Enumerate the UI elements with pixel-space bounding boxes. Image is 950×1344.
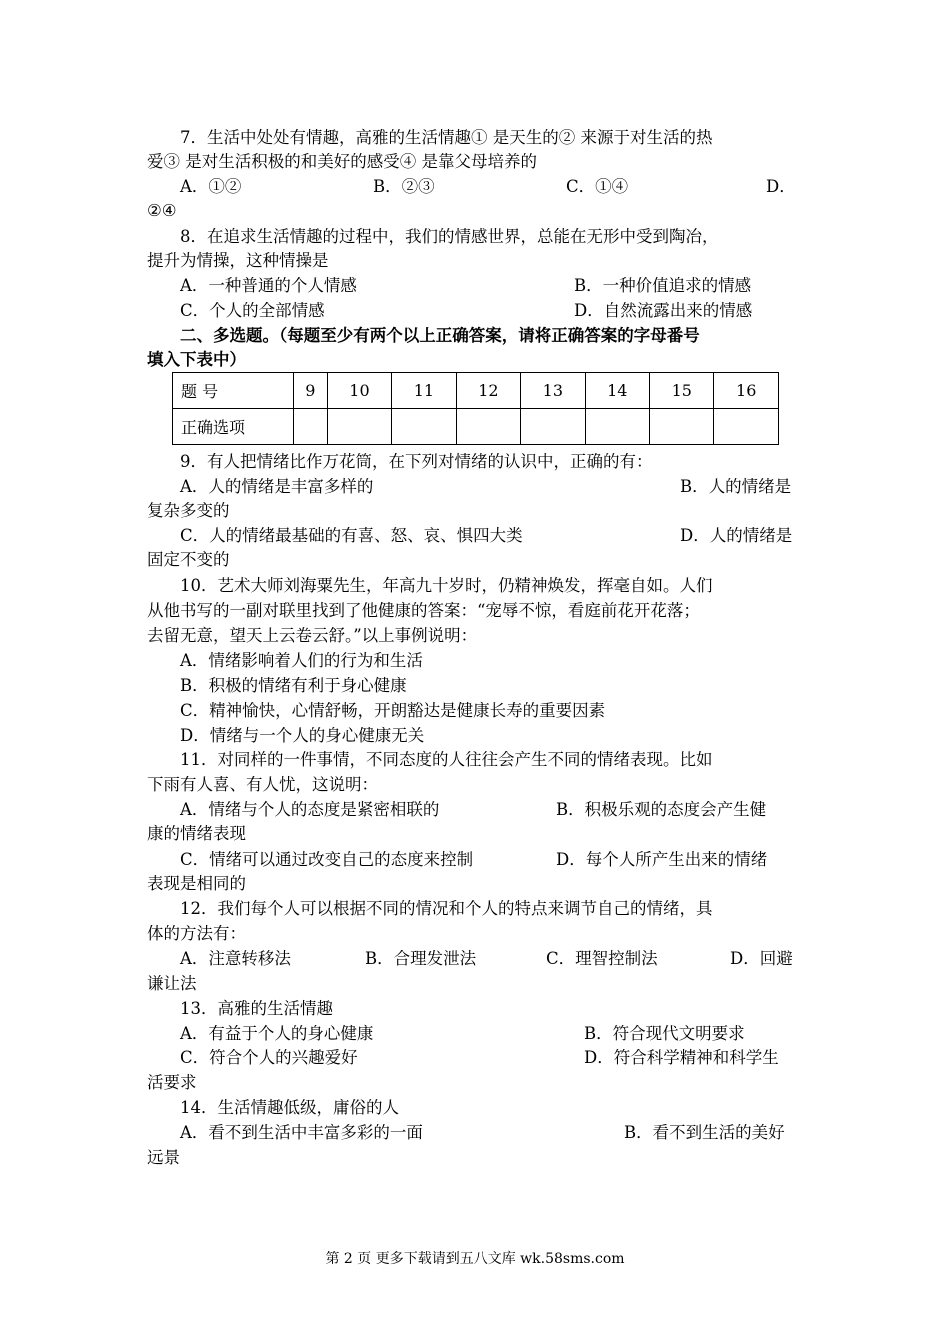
- q12-option-b: B．合理发泄法: [365, 949, 477, 968]
- q8-stem-line1: 8．在追求生活情趣的过程中，我们的情感世界，总能在无形中受到陶冶，: [180, 227, 719, 246]
- q9-stem-line1: 9．有人把情绪比作万花筒，在下列对情绪的认识中，正确的有：: [180, 452, 653, 471]
- q11-option-d-continued: 表现是相同的: [147, 874, 246, 893]
- q9-option-b-continued: 复杂多变的: [147, 501, 230, 520]
- q14-option-b-continued: 远景: [147, 1148, 180, 1167]
- q13-option-a: A．有益于个人的身心健康: [180, 1024, 374, 1043]
- section2-heading-line2: 填入下表中）: [147, 350, 246, 369]
- q10-option-d: D．情绪与一个人的身心健康无关: [180, 726, 425, 745]
- q14-option-a: A．看不到生活中丰富多彩的一面: [180, 1123, 423, 1142]
- q10-option-c: C．精神愉快，心情舒畅，开朗豁达是健康长寿的重要因素: [180, 701, 606, 720]
- answer-cell[interactable]: [294, 409, 328, 445]
- q13-option-c: C．符合个人的兴趣爱好: [180, 1048, 358, 1067]
- question-number-cell: 9: [294, 373, 328, 409]
- q10-stem-line1: 10．艺术大师刘海粟先生，年高九十岁时，仍精神焕发，挥毫自如。人们: [180, 576, 713, 595]
- q12-option-c: C．理智控制法: [546, 949, 658, 968]
- q11-stem-line1: 11．对同样的一件事情，不同态度的人往往会产生不同的情绪表现。比如: [180, 750, 713, 769]
- q7-stem-line2: 爱③ 是对生活积极的和美好的感受④ 是靠父母培养的: [147, 152, 537, 171]
- section2-heading-line1: 二、多选题。（每题至少有两个以上正确答案，请将正确答案的字母番号: [180, 326, 700, 345]
- q8-option-d: D．自然流露出来的情感: [574, 301, 753, 320]
- q7-option-b: B．②③: [373, 177, 435, 196]
- q11-option-c: C．情绪可以通过改变自己的态度来控制: [180, 850, 474, 869]
- q11-option-b-continued: 康的情绪表现: [147, 824, 246, 843]
- q12-option-d: D．回避: [730, 949, 793, 968]
- q9-option-d: D．人的情绪是: [680, 526, 793, 545]
- q8-stem-line2: 提升为情操，这种情操是: [147, 251, 329, 270]
- q9-option-b: B．人的情绪是: [680, 477, 792, 496]
- q13-option-b: B．符合现代文明要求: [584, 1024, 745, 1043]
- answer-cell[interactable]: [392, 409, 456, 445]
- q8-option-a: A．一种普通的个人情感: [180, 276, 357, 295]
- question-number-cell: 15: [650, 373, 714, 409]
- q11-option-a: A．情绪与个人的态度是紧密相联的: [180, 800, 440, 819]
- q8-option-b: B．一种价值追求的情感: [574, 276, 752, 295]
- q13-option-d-continued: 活要求: [147, 1073, 197, 1092]
- answer-cell[interactable]: [585, 409, 649, 445]
- q14-option-b: B．看不到生活的美好: [624, 1123, 785, 1142]
- q12-stem-line2: 体的方法有：: [147, 924, 246, 943]
- q10-option-a: A．情绪影响着人们的行为和生活: [180, 651, 423, 670]
- q12-stem-line1: 12．我们每个人可以根据不同的情况和个人的特点来调节自己的情绪，具: [180, 899, 713, 918]
- question-number-cell: 12: [456, 373, 520, 409]
- question-number-cell: 11: [392, 373, 456, 409]
- q7-option-d-continued: ②④: [147, 201, 177, 220]
- question-number-cell: 13: [521, 373, 585, 409]
- q11-stem-line2: 下雨有人喜、有人忧，这说明：: [147, 775, 378, 794]
- q9-option-c: C．人的情绪最基础的有喜、怒、哀、惧四大类: [180, 526, 523, 545]
- question-number-cell: 10: [327, 373, 391, 409]
- answer-cell[interactable]: [714, 409, 779, 445]
- q7-option-c: C．①④: [566, 177, 629, 196]
- q10-stem-line2: 从他书写的一副对联里找到了他健康的答案：“宠辱不惊，看庭前花开花落；: [147, 601, 700, 620]
- q8-option-c: C．个人的全部情感: [180, 301, 325, 320]
- q12-option-a: A．注意转移法: [180, 949, 291, 968]
- answer-cell[interactable]: [650, 409, 714, 445]
- q7-stem-line1: 7．生活中处处有情趣，高雅的生活情趣① 是天生的② 来源于对生活的热: [180, 128, 713, 147]
- q9-option-a: A．人的情绪是丰富多样的: [180, 477, 374, 496]
- question-number-cell: 14: [585, 373, 649, 409]
- question-number-cell: 16: [714, 373, 779, 409]
- answer-table: [172, 372, 779, 445]
- q7-option-a: A．①②: [180, 177, 242, 196]
- q9-option-d-continued: 固定不变的: [147, 550, 230, 569]
- q10-option-b: B．积极的情绪有利于身心健康: [180, 676, 407, 695]
- q12-option-d-continued: 谦让法: [147, 974, 197, 993]
- answer-cell[interactable]: [521, 409, 585, 445]
- correct-option-label: 正确选项: [173, 409, 294, 445]
- answer-cell[interactable]: [456, 409, 520, 445]
- answer-table-header-row: [173, 373, 779, 409]
- page-footer: 第 2 页 更多下载请到五八文库 wk.58sms.com: [325, 1251, 625, 1267]
- q13-option-d: D．符合科学精神和科学生: [584, 1048, 779, 1067]
- q14-stem-line1: 14．生活情趣低级，庸俗的人: [180, 1098, 399, 1117]
- q11-option-b: B．积极乐观的态度会产生健: [556, 800, 767, 819]
- q11-option-d: D．每个人所产生出来的情绪: [556, 850, 768, 869]
- question-number-label: 题 号: [173, 373, 294, 409]
- q13-stem-line1: 13．高雅的生活情趣: [180, 999, 333, 1018]
- answer-cell[interactable]: [327, 409, 391, 445]
- q7-option-d: D．: [766, 177, 796, 196]
- answer-table-answer-row: [173, 409, 779, 445]
- q10-stem-line3: 去留无意，望天上云卷云舒。”以上事例说明：: [147, 626, 478, 645]
